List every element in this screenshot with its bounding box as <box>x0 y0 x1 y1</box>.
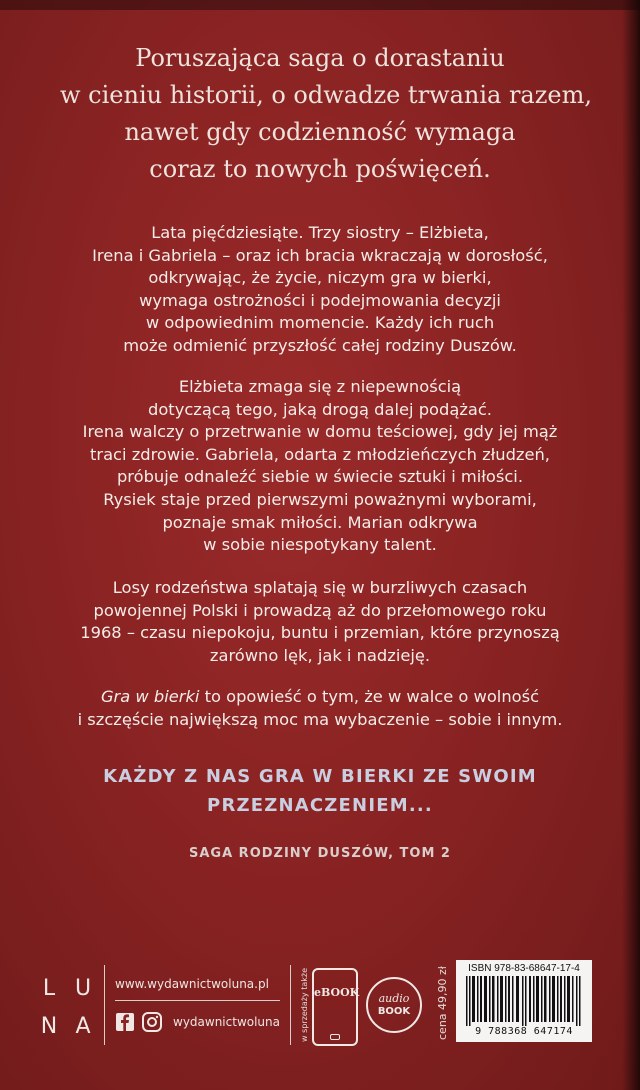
tagline-line: Poruszająca saga o dorastaniu <box>135 44 505 72</box>
cover-right-edge <box>622 0 640 1090</box>
instagram-icon <box>141 1011 163 1033</box>
divider-line <box>104 965 105 1045</box>
divider-line <box>290 965 291 1045</box>
barcode <box>456 960 592 1042</box>
series-label: SAGA RODZINY DUSZÓW, TOM 2 <box>189 846 451 861</box>
logo-letter: N <box>40 1014 58 1039</box>
publisher-website: www.wydawnictwoluna.pl <box>115 977 269 991</box>
blurb-line: może odmienić przyszłość całej rodziny Duszów. <box>123 335 517 355</box>
isbn-label: ISBN 978-83-68647-17-4 <box>468 963 580 974</box>
slogan-line: PRZEZNACZENIEM... <box>207 795 433 816</box>
book-title-italic: Gra w bierki <box>100 687 200 706</box>
blurb-line: Lata pięćdziesiąte. Trzy siostry – Elżbieta, <box>151 223 489 242</box>
audio-label: audio <box>378 992 410 1005</box>
barcode-digits: 9 788368 647174 <box>475 1026 573 1037</box>
facebook-icon <box>115 1012 135 1032</box>
blurb-line: Elżbieta zmaga się z niepewnością <box>178 377 462 396</box>
blurb-paragraph-4 <box>40 686 600 731</box>
formats-side-label: w sprzedaży także <box>300 968 309 1042</box>
caps-slogan <box>60 762 580 820</box>
blurb-line: dotyczącą tego, jaką drogą dalej podążać. <box>148 399 492 419</box>
logo-letter: A <box>75 1014 91 1039</box>
slogan-line: KAŻDY Z NAS GRA W BIERKI ZE SWOIM <box>103 766 537 787</box>
blurb-line: wymaga ostrożności i podejmowania decyzji <box>139 290 501 310</box>
ebook-badge <box>312 968 358 1046</box>
price-label: cena 49,90 zł <box>436 966 449 1040</box>
logo-letter: U <box>74 976 92 1001</box>
blurb-line: Losy rodzeństwa splatają się w burzliwych czasach <box>112 578 528 597</box>
blurb-line <box>40 686 600 709</box>
device-button-icon <box>330 1034 340 1040</box>
blurb-line: Irena walczy o przetrwanie w domu teściowej, gdy jej mąż <box>82 422 558 442</box>
social-handle: wydawnictwoluna <box>173 1015 280 1029</box>
tagline <box>60 40 592 188</box>
tagline-line: coraz to nowych poświęceń. <box>149 155 491 183</box>
audiobook-badge <box>366 977 422 1033</box>
blurb-line: w odpowiednim momencie. Każdy ich ruch <box>145 313 495 333</box>
blurb-line: w sobie niespotykany talent. <box>203 535 437 555</box>
social-links <box>115 1010 280 1034</box>
blurb-line: odkrywając, że życie, niczym gra w bierki, <box>148 268 492 288</box>
blurb-line: 1968 – czasu niepokoju, buntu i przemian, które przynoszą <box>80 623 560 643</box>
blurb-line: poznaje smak miłości. Marian odkrywa <box>162 512 478 532</box>
blurb-line-rest: to opowieść o tym, że w walce o wolność <box>199 687 540 706</box>
cover-top-edge <box>0 0 640 10</box>
tagline-line: nawet gdy codzienność wymaga <box>124 118 516 146</box>
blurb-line: zarówno lęk, jak i nadzieję. <box>209 645 431 665</box>
blurb-line: Rysiek staje przed pierwszymi poważnymi wyborami, <box>103 489 537 509</box>
logo-letter: L <box>42 976 56 1001</box>
divider-line <box>115 1000 280 1001</box>
barcode-bars <box>462 976 586 1026</box>
blurb-paragraph-1 <box>40 222 600 358</box>
tagline-line: w cieniu historii, o odwadze trwania razem, <box>60 81 592 109</box>
blurb-line: Irena i Gabriela – oraz ich bracia wkraczają w dorosłość, <box>92 245 548 265</box>
blurb-paragraph-3 <box>40 577 600 667</box>
blurb-line: traci zdrowie. Gabriela, odarta z młodzieńczych złudzeń, <box>90 444 550 464</box>
blurb-line: i szczęście największą moc ma wybaczenie – sobie i innym. <box>77 709 563 729</box>
blurb-line: powojennej Polski i prowadzą aż do przełomowego roku <box>93 600 547 620</box>
audio-label: BOOK <box>377 1006 411 1017</box>
blurb-line: próbuje odnaleźć siebie w świecie sztuki i miłości. <box>116 467 524 487</box>
ebook-label: eBOOK <box>314 986 360 999</box>
blurb-paragraph-2 <box>40 376 600 557</box>
